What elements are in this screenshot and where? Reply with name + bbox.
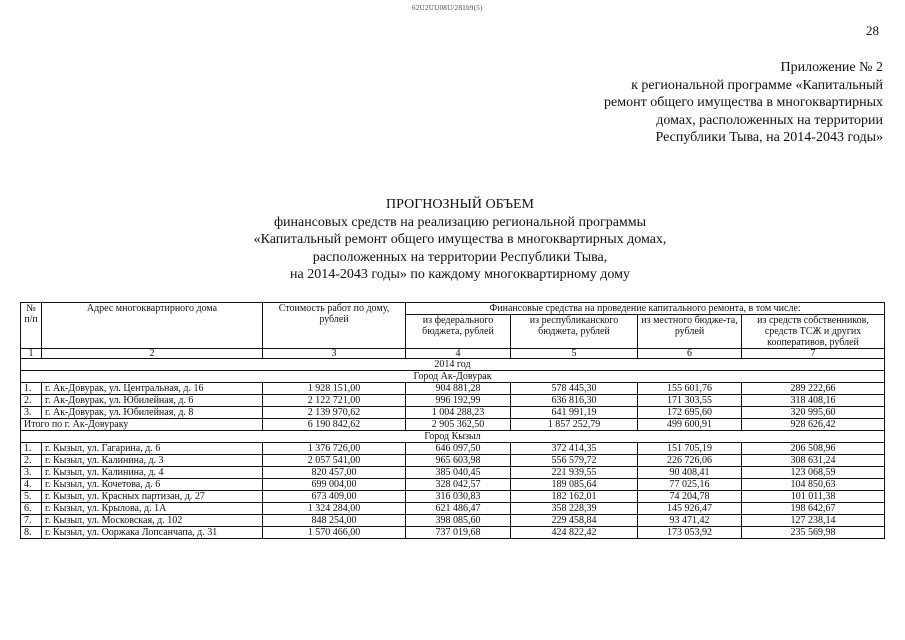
table-row — [21, 527, 885, 539]
row-owners: 101 011,38 — [742, 491, 885, 503]
city-row — [21, 431, 885, 443]
row-number: 1. — [21, 443, 42, 455]
row-cost: 673 409,00 — [263, 491, 406, 503]
row-federal: 965 603,98 — [406, 455, 511, 467]
header-owners: из средств собственников, средств ТСЖ и других кооперативов, рублей — [742, 315, 885, 349]
row-owners: 127 238,14 — [742, 515, 885, 527]
table-row — [21, 515, 885, 527]
row-federal: 385 040,45 — [406, 467, 511, 479]
table-row — [21, 443, 885, 455]
appendix-line: к региональной программе «Капитальный — [631, 77, 883, 93]
row-local: 155 601,76 — [638, 383, 742, 395]
table-row — [21, 407, 885, 419]
row-owners: 289 222,66 — [742, 383, 885, 395]
row-local: 226 726,06 — [638, 455, 742, 467]
row-number: 5. — [21, 491, 42, 503]
year-label: 2014 год — [21, 359, 885, 371]
header-num: № п/п — [21, 303, 42, 349]
row-local: 172 695,60 — [638, 407, 742, 419]
row-local: 90 408,41 — [638, 467, 742, 479]
table-row — [21, 491, 885, 503]
row-cost: 2 122 721,00 — [263, 395, 406, 407]
row-owners: 318 408,16 — [742, 395, 885, 407]
row-number: 8. — [21, 527, 42, 539]
total-local: 499 600,91 — [638, 419, 742, 431]
row-local: 151 705,19 — [638, 443, 742, 455]
row-cost: 848 254,00 — [263, 515, 406, 527]
title-line: расположенных на территории Республики Тыва, — [312, 249, 608, 265]
row-republic: 636 816,30 — [511, 395, 638, 407]
row-republic: 229 458,84 — [511, 515, 638, 527]
row-number: 2. — [21, 455, 42, 467]
row-federal: 398 085,60 — [406, 515, 511, 527]
city-row — [21, 371, 885, 383]
row-republic: 182 162,01 — [511, 491, 638, 503]
row-owners: 235 569,98 — [742, 527, 885, 539]
row-address: г. Кызыл, ул. Кочетова, д. 6 — [42, 479, 263, 491]
row-address: г. Кызыл, ул. Калинина, д. 3 — [42, 455, 263, 467]
row-address: г. Кызыл, ул. Красных партизан, д. 27 — [42, 491, 263, 503]
row-cost: 1 324 284,00 — [263, 503, 406, 515]
row-local: 77 025,16 — [638, 479, 742, 491]
row-number: 3. — [21, 407, 42, 419]
row-republic: 221 939,55 — [511, 467, 638, 479]
row-local: 171 303,55 — [638, 395, 742, 407]
header-local: из местного бюдже-та, рублей — [638, 315, 742, 349]
row-address: г. Ак-Довурак, ул. Юбилейная, д. 6 — [42, 395, 263, 407]
title-line: ПРОГНОЗНЫЙ ОБЪЕМ — [386, 197, 534, 212]
row-owners: 206 508,96 — [742, 443, 885, 455]
row-address: г. Кызыл, ул. Крылова, д. 1А — [42, 503, 263, 515]
row-number: 4. — [21, 479, 42, 491]
row-cost: 1 376 726,00 — [263, 443, 406, 455]
row-federal: 316 030,83 — [406, 491, 511, 503]
title-line: «Капитальный ремонт общего имущества в многоквартирных домах, — [253, 232, 667, 247]
row-republic: 358 228,39 — [511, 503, 638, 515]
row-address: г. Ак-Довурак, ул. Юбилейная, д. 8 — [42, 407, 263, 419]
row-number: 7. — [21, 515, 42, 527]
header-federal: из федерального бюджета, рублей — [406, 315, 511, 349]
document-title — [150, 196, 770, 284]
row-cost: 699 004,00 — [263, 479, 406, 491]
column-number: 7 — [742, 349, 885, 359]
row-federal: 996 192,99 — [406, 395, 511, 407]
appendix-line: домах, расположенных на территории — [656, 112, 883, 128]
year-row — [21, 359, 885, 371]
column-number: 2 — [42, 349, 263, 359]
total-cost: 6 190 842,62 — [263, 419, 406, 431]
row-local: 173 053,92 — [638, 527, 742, 539]
row-cost: 820 457,00 — [263, 467, 406, 479]
row-federal: 1 004 288,23 — [406, 407, 511, 419]
header-financing: Финансовые средства на проведение капитального ремонта, в том числе: — [406, 303, 885, 315]
total-row — [21, 419, 885, 431]
column-number: 4 — [406, 349, 511, 359]
city-label: Город Кызыл — [21, 431, 885, 443]
row-republic: 372 414,35 — [511, 443, 638, 455]
header-address: Адрес многоквартирного дома — [42, 303, 263, 349]
total-republic: 1 857 252,79 — [511, 419, 638, 431]
title-line: финансовых средств на реализацию региональной программы — [273, 214, 647, 230]
table-row — [21, 503, 885, 515]
row-address: г. Кызыл, ул. Ооржака Лопсанчапа, д. 31 — [42, 527, 263, 539]
row-republic: 424 822,42 — [511, 527, 638, 539]
row-address: г. Кызыл, ул. Московская, д. 102 — [42, 515, 263, 527]
row-number: 6. — [21, 503, 42, 515]
row-owners: 320 995,60 — [742, 407, 885, 419]
header-republic: из республиканского бюджета, рублей — [511, 315, 638, 349]
table-row — [21, 455, 885, 467]
total-federal: 2 905 362,50 — [406, 419, 511, 431]
title-line: на 2014-2043 годы» по каждому многоквартирному дому — [290, 267, 630, 282]
row-cost: 2 139 970,62 — [263, 407, 406, 419]
appendix-line: ремонт общего имущества в многоквартирных — [604, 95, 883, 110]
row-owners: 123 068,59 — [742, 467, 885, 479]
row-address: г. Кызыл, ул. Калинина, д. 4 — [42, 467, 263, 479]
page-number: 28 — [866, 23, 879, 38]
column-number: 3 — [263, 349, 406, 359]
row-federal: 328 042,57 — [406, 479, 511, 491]
table-body — [21, 359, 885, 539]
row-number: 2. — [21, 395, 42, 407]
column-number: 1 — [21, 349, 42, 359]
row-local: 145 926,47 — [638, 503, 742, 515]
header-cost: Стоимость работ по дому, рублей — [263, 303, 406, 349]
row-federal: 621 486,47 — [406, 503, 511, 515]
table-row — [21, 479, 885, 491]
row-address: г. Ак-Довурак, ул. Центральная, д. 16 — [42, 383, 263, 395]
row-republic: 189 085,64 — [511, 479, 638, 491]
total-owners: 928 626,42 — [742, 419, 885, 431]
row-republic: 556 579,72 — [511, 455, 638, 467]
table-row — [21, 467, 885, 479]
row-owners: 308 631,24 — [742, 455, 885, 467]
table-row — [21, 395, 885, 407]
city-label: Город Ак-Довурак — [21, 371, 885, 383]
financing-table — [20, 302, 885, 539]
column-number: 6 — [638, 349, 742, 359]
row-federal: 646 097,50 — [406, 443, 511, 455]
row-number: 3. — [21, 467, 42, 479]
appendix-block — [553, 59, 883, 147]
row-address: г. Кызыл, ул. Гагарина, д. 6 — [42, 443, 263, 455]
row-local: 74 204,78 — [638, 491, 742, 503]
document-id: 62U2UU08U/281b9(5) — [412, 4, 483, 12]
row-federal: 904 881,28 — [406, 383, 511, 395]
row-local: 93 471,42 — [638, 515, 742, 527]
appendix-line: Республики Тыва, на 2014-2043 годы» — [655, 130, 883, 145]
row-number: 1. — [21, 383, 42, 395]
row-republic: 641 991,19 — [511, 407, 638, 419]
row-cost: 1 570 466,00 — [263, 527, 406, 539]
row-cost: 1 928 151,00 — [263, 383, 406, 395]
table-row — [21, 383, 885, 395]
row-cost: 2 057 541,00 — [263, 455, 406, 467]
row-owners: 104 850,63 — [742, 479, 885, 491]
row-federal: 737 019,68 — [406, 527, 511, 539]
column-number: 5 — [511, 349, 638, 359]
total-label: Итого по г. Ак-Довураку — [21, 419, 263, 431]
row-republic: 578 445,30 — [511, 383, 638, 395]
row-owners: 198 642,67 — [742, 503, 885, 515]
appendix-line: Приложение № 2 — [780, 60, 883, 75]
